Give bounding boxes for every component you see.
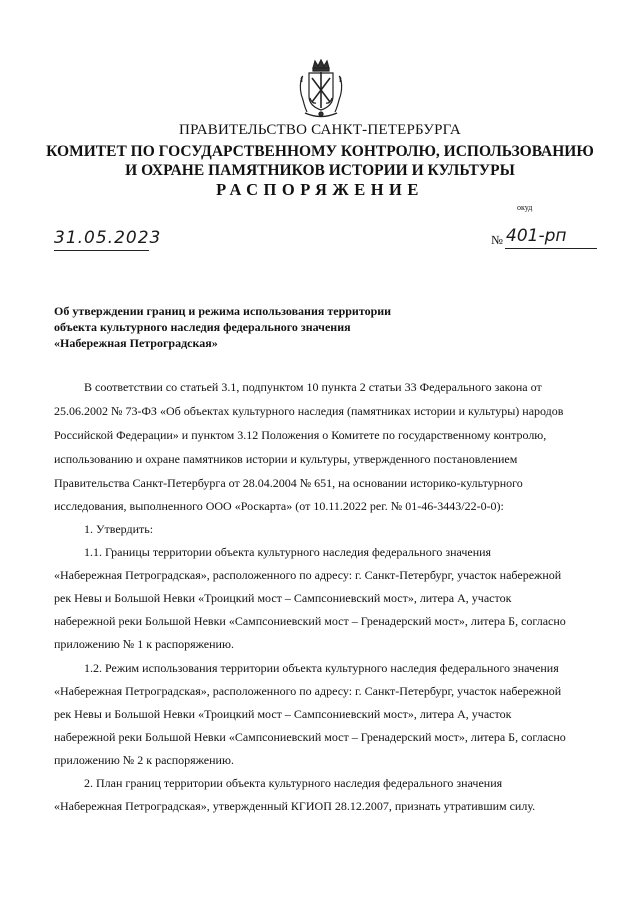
body-line: набережной реки Большой Невки «Сампсониевский мост – Гренадерский мост», литера Б, согласно (54, 730, 566, 744)
committee-name-line1: КОМИТЕТ ПО ГОСУДАРСТВЕННОМУ КОНТРОЛЮ, ИСПОЛЬЗОВАНИЮ (46, 143, 594, 160)
document-date: 31.05.2023 (54, 228, 162, 248)
body-line: Российской Федерации» и пунктом 3.12 Положения о Комитете по государственному контролю, (54, 428, 547, 442)
subject-line: Об утверждении границ и режима использования территории (54, 304, 392, 318)
body-line: набережной реки Большой Невки «Сампсониевский мост – Гренадерский мост», литера Б, согласно (54, 614, 566, 628)
subject-line: объекта культурного наследия федерального значения (54, 320, 351, 334)
body-line: «Набережная Петроградская», расположенного по адресу: г. Санкт-Петербург, участок набережной (54, 684, 562, 698)
subject-line: «Набережная Петроградская» (54, 336, 218, 350)
document-subject (54, 303, 474, 351)
coat-of-arms-icon (297, 58, 345, 120)
committee-name (0, 142, 640, 180)
body-line: исследования, выполненного ООО «Роскарта» (от 10.11.2022 рег. № 01-46-3443/22-0-0): (54, 499, 504, 513)
government-name: ПРАВИТЕЛЬСТВО САНКТ-ПЕТЕРБУРГА (179, 122, 461, 138)
document-number-field (505, 226, 597, 249)
body-line: 1. Утвердить: (84, 522, 154, 536)
body-line: В соответствии со статьей 3.1, подпунктом 10 пункта 2 статьи 33 Федерального закона от (84, 380, 542, 394)
body-line: «Набережная Петроградская», утвержденный КГИОП 28.12.2007, признать утратившим силу. (54, 799, 536, 813)
body-line: 1.1. Границы территории объекта культурного наследия федерального значения (84, 545, 492, 559)
body-line: рек Невы и Большой Невки «Троицкий мост – Сампсониевский мост», литера А, участок (54, 707, 512, 721)
number-label: № (491, 233, 503, 247)
document-number: 401-рп (506, 226, 567, 246)
body-line: использованию и охране памятников истории и культуры, утвержденного постановлением (54, 452, 518, 466)
body-line: 25.06.2002 № 73-ФЗ «Об объектах культурного наследия (памятниках истории и культуры) народов (54, 404, 564, 418)
body-line: приложению № 1 к распоряжению. (54, 637, 234, 651)
document-date-field (54, 228, 162, 251)
body-line: 2. План границ территории объекта культурного наследия федерального значения (84, 776, 503, 790)
document-type: РАСПОРЯЖЕНИЕ (216, 180, 424, 199)
okud-label: окуд (517, 203, 533, 212)
body-line: 1.2. Режим использования территории объекта культурного наследия федерального значения (84, 661, 559, 675)
body-line: рек Невы и Большой Невки «Троицкий мост – Сампсониевский мост», литера А, участок (54, 591, 512, 605)
body-line: приложению № 2 к распоряжению. (54, 753, 234, 767)
body-line: «Набережная Петроградская», расположенного по адресу: г. Санкт-Петербург, участок набережной (54, 568, 562, 582)
committee-name-line2: И ОХРАНЕ ПАМЯТНИКОВ ИСТОРИИ И КУЛЬТУРЫ (125, 162, 515, 179)
body-line: Правительства Санкт-Петербурга от 28.04.2004 № 651, на основании историко-культурного (54, 476, 523, 490)
